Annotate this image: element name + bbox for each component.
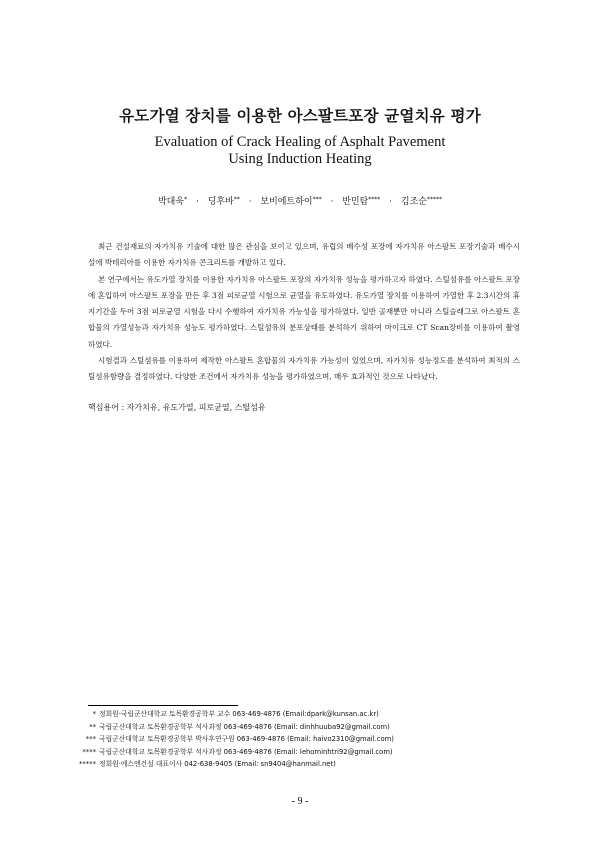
title-english (0, 134, 600, 168)
author: 딩후바** (207, 196, 240, 207)
footnote: * 정회원·국립군산대학교 토목환경공학부 교수 063-469-4876 (Email:dpark@kunsan.ac.kr) (92, 710, 379, 718)
author: 박대욱* (157, 196, 188, 207)
footnotes (70, 708, 540, 771)
title-korean: 유도가열 장치를 이용한 아스팔트포장 균열치유 평가 (119, 107, 481, 125)
abstract (88, 239, 520, 386)
author-list (0, 194, 600, 207)
keywords: 핵심용어 : 자가치유, 유도가열, 피로균열, 스틸섬유 (88, 403, 266, 412)
author-separator: · (248, 197, 252, 207)
author: 보비에트하이*** (260, 196, 322, 207)
author-separator: · (330, 197, 334, 207)
footnote: ** 국립군산대학교 토목환경공학부 석사과정 063-469-4876 (Email: dinhhuuba92@gmail.com) (89, 722, 390, 731)
page-number: - 9 - (291, 796, 309, 807)
abstract-paragraph: 본 연구에서는 유도가열 장치를 이용한 자가치유 아스팔트 포장의 자가치유 성능을 평가하고자 하였다. 스틸섬유를 아스팔트 포장에 혼입하여 아스팔트 포장을 만든 후 3점 피로균열 시험으로 균열을 유도하였다. 유도가열 장치를 이용하여 가열한 후 2.3시간의 휴지기간을 두어 3점 피로균열 시험을 다시 수행하여 자가치유 가능성을 평가하였다. 일반 골재뿐만 아니라 스틸슬래그로 아스팔트 혼합물의 가열성능과 자가치유 성능도 평가하였다. 스틸섬유의 분포상태를 분석하기 위하여 마이크로 CT Scan장비를 이용하여 촬영하였다. (88, 274, 520, 349)
footnote: *** 국립군산대학교 토목환경공학부 박사후연구원 063-469-4876 (Email: haivo2310@gmail.com) (85, 735, 394, 743)
footnote: **** 국립군산대학교 토목환경공학부 석사과정 063-469-4876 (Email: lehominhtri92@gmail.com) (82, 747, 393, 756)
author: 반민탐**** (342, 196, 381, 207)
title-english-line-1: Evaluation of Crack Healing of Asphalt Pavement (154, 134, 446, 150)
title-english-line-2: Using Induction Heating (228, 151, 372, 167)
abstract-paragraph: 시험결과 스틸섬유를 이용하여 제작한 아스팔트 혼합물의 자가치유 가능성이 있었으며, 자가치유 성능정도를 분석하여 최적의 스틸섬유함량을 결정하였다. 다양한 조건에서 자가치유 성능을 평가하였으며, 매우 효과적인 것으로 나타났다. (88, 356, 520, 382)
author-separator: · (195, 197, 199, 207)
abstract-paragraph: 최근 건설재료의 자가치유 기술에 대한 많은 관심을 보이고 있으며, 유럽의 배수성 포장에 자가치유 아스팔트 포장기술과 배수시설에 박테리아를 이용한 자가치유 콘크리트를 개발하고 있다. (88, 242, 520, 268)
footnote: ***** 정회원·에스엔건설 대표이사 042-638-9405 (Email: sn9404@hanmail.net) (79, 760, 336, 768)
author: 김조순***** (400, 196, 443, 207)
author-separator: · (389, 197, 393, 207)
footnote-divider (88, 705, 238, 706)
